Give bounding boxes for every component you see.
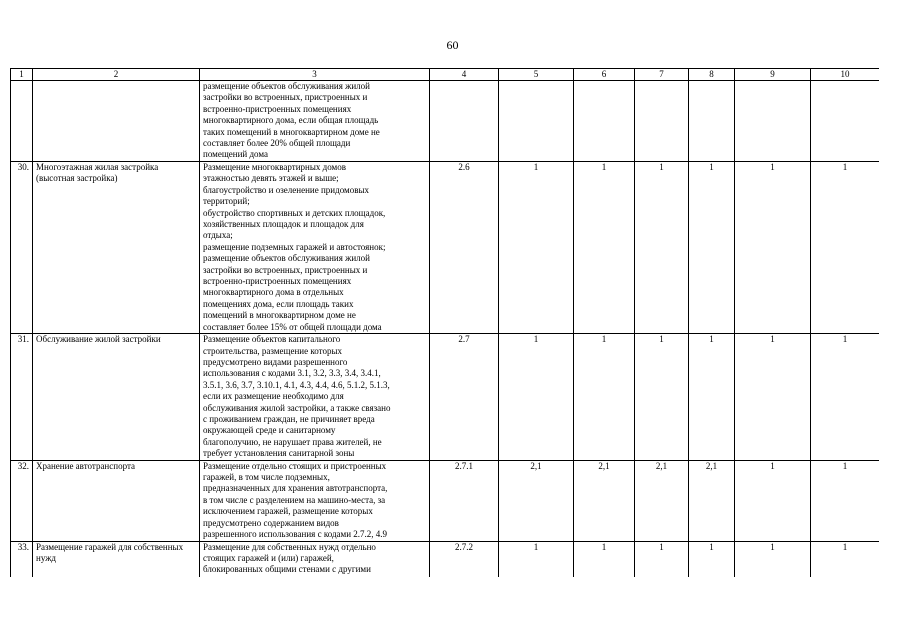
value-cell: 2,1	[689, 460, 735, 541]
value-cell: 1	[499, 334, 574, 460]
value-cell: 1	[735, 334, 811, 460]
value-cell: 1	[574, 541, 635, 577]
header-cell: 10	[811, 69, 880, 81]
value-cell: 1	[811, 460, 880, 541]
header-cell: 2	[33, 69, 200, 81]
header-cell: 9	[735, 69, 811, 81]
use-code: 2.7	[430, 334, 499, 460]
value-cell: 1	[499, 162, 574, 334]
value-cell: 1	[635, 334, 689, 460]
page-number: 60	[446, 38, 459, 52]
use-code: 2.6	[430, 162, 499, 334]
value-cell: 1	[689, 334, 735, 460]
table-row	[11, 541, 880, 577]
value-cell: 1	[811, 334, 880, 460]
row-number: 31.	[11, 334, 33, 460]
use-type-name: Хранение автотранспорта	[33, 460, 200, 541]
header-cell: 6	[574, 69, 635, 81]
row-number	[11, 81, 33, 162]
row-number: 32.	[11, 460, 33, 541]
header-cell: 4	[430, 69, 499, 81]
use-code: 2.7.1	[430, 460, 499, 541]
use-description: размещение объектов обслуживания жилой застройки во встроенных, пристроенных и встроенно-пристроенных помещениях многоквартирного дома, если общая площадь таких помещений в многоквартирном доме не составляет более 20% общей площади помещений дома	[200, 81, 430, 162]
value-cell: 1	[635, 541, 689, 577]
value-cell: 1	[735, 460, 811, 541]
value-cell: 1	[574, 162, 635, 334]
value-cell	[574, 81, 635, 162]
value-cell: 2,1	[574, 460, 635, 541]
value-cell: 1	[499, 541, 574, 577]
table-row	[11, 460, 880, 541]
value-cell: 1	[735, 162, 811, 334]
use-description: Размещение отдельно стоящих и пристроенных гаражей, в том числе подземных, предназначенных для хранения автотранспорта, в том числе с разделением на машино-места, за исключением гаражей, размещение которых предусмотрено содержанием видов разрешенного использования с кодами 2.7.2, 4.9	[200, 460, 430, 541]
use-type-name: Обслуживание жилой застройки	[33, 334, 200, 460]
value-cell: 1	[574, 334, 635, 460]
row-number: 33.	[11, 541, 33, 577]
header-cell: 7	[635, 69, 689, 81]
table-row	[11, 81, 880, 162]
use-description: Размещение объектов капитального строительства, размещение которых предусмотрено видами разрешенного использования с кодами 3.1, 3.2, 3.3, 3.4, 3.4.1, 3.5.1, 3.6, 3.7, 3.10.1, 4.1, 4.3, 4.4, 4.6, 5.1.2, 5.1.3, если их размещение необходимо для обслуживания жилой застройки, а также связано с проживанием граждан, не причиняет вреда окружающей среде и санитарному благополучию, не нарушает права жителей, не требует установления санитарной зоны	[200, 334, 430, 460]
use-code	[430, 81, 499, 162]
value-cell: 1	[689, 541, 735, 577]
value-cell: 1	[811, 541, 880, 577]
value-cell	[735, 81, 811, 162]
zoning-table-container	[10, 68, 879, 577]
table-row	[11, 334, 880, 460]
table-row	[11, 162, 880, 334]
use-type-name	[33, 81, 200, 162]
value-cell: 1	[735, 541, 811, 577]
use-type-name: Многоэтажная жилая застройка (высотная застройка)	[33, 162, 200, 334]
header-cell: 8	[689, 69, 735, 81]
value-cell: 1	[689, 162, 735, 334]
value-cell	[689, 81, 735, 162]
value-cell: 2,1	[635, 460, 689, 541]
zoning-table	[10, 68, 879, 577]
header-cell: 1	[11, 69, 33, 81]
value-cell	[635, 81, 689, 162]
use-description: Размещение многоквартирных домов этажностью девять этажей и выше; благоустройство и озеленение придомовых территорий; обустройство спортивных и детских площадок, хозяйственных площадок и площадок для отдыха; размещение подземных гаражей и автостоянок; размещение объектов обслуживания жилой застройки во встроенных, пристроенных и встроенно-пристроенных помещениях многоквартирного дома в отдельных помещениях дома, если площадь таких помещений в многоквартирном доме не составляет более 15% от общей площади дома	[200, 162, 430, 334]
header-row	[11, 69, 880, 81]
use-description: Размещение для собственных нужд отдельно стоящих гаражей и (или) гаражей, блокированных общими стенами с другими	[200, 541, 430, 577]
value-cell	[811, 81, 880, 162]
row-number: 30.	[11, 162, 33, 334]
header-cell: 5	[499, 69, 574, 81]
header-cell: 3	[200, 69, 430, 81]
use-code: 2.7.2	[430, 541, 499, 577]
value-cell: 1	[635, 162, 689, 334]
value-cell	[499, 81, 574, 162]
value-cell: 1	[811, 162, 880, 334]
use-type-name: Размещение гаражей для собственных нужд	[33, 541, 200, 577]
value-cell: 2,1	[499, 460, 574, 541]
